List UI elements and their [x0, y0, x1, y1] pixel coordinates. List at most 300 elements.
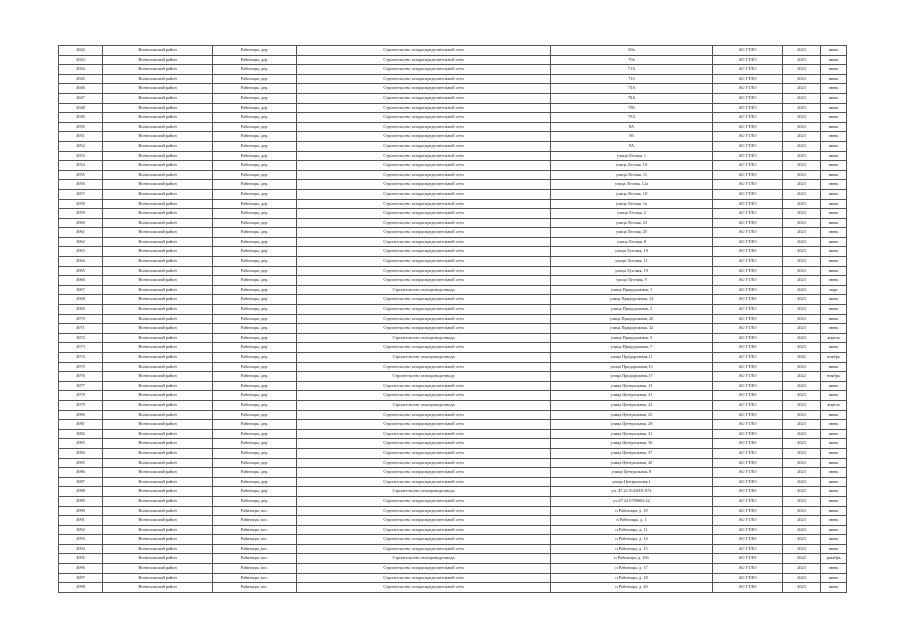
- row-number-cell: 4942: [59, 46, 103, 56]
- organization-cell: АО ГТЛО: [713, 170, 783, 180]
- month-cell: июнь: [821, 525, 847, 535]
- work-type-cell: Строительство газораспределительной сети: [297, 439, 551, 449]
- year-cell: 2023: [783, 170, 821, 180]
- month-cell: апрель: [821, 333, 847, 343]
- month-cell: июнь: [821, 477, 847, 487]
- address-cell: 73А: [551, 84, 713, 94]
- work-type-cell: Строительство газопровода-ввода: [297, 285, 551, 295]
- year-cell: 2023: [783, 141, 821, 151]
- table-row: [59, 285, 847, 295]
- address-cell: п Рабитицы, д. 17: [551, 564, 713, 574]
- district-cell: Всеволожский район: [103, 209, 213, 219]
- organization-cell: АО ГТЛО: [713, 55, 783, 65]
- address-cell: улица Луговая, 10: [551, 247, 713, 257]
- table-row: [59, 141, 847, 151]
- year-cell: 2023: [783, 55, 821, 65]
- month-cell: июнь: [821, 266, 847, 276]
- row-number-cell: 4954: [59, 161, 103, 171]
- address-cell: 78б: [551, 103, 713, 113]
- month-cell: июнь: [821, 65, 847, 75]
- work-type-cell: Строительство газопровода-ввода: [297, 333, 551, 343]
- month-cell: июнь: [821, 295, 847, 305]
- row-number-cell: 4964: [59, 257, 103, 267]
- work-type-cell: Строительство газораспределительной сети: [297, 113, 551, 123]
- table-row: [59, 353, 847, 363]
- district-cell: Всеволожский район: [103, 84, 213, 94]
- month-cell: июнь: [821, 113, 847, 123]
- month-cell: март: [821, 285, 847, 295]
- year-cell: 2023: [783, 151, 821, 161]
- month-cell: июнь: [821, 122, 847, 132]
- row-number-cell: 4959: [59, 209, 103, 219]
- work-type-cell: Строительство газораспределительной сети: [297, 381, 551, 391]
- organization-cell: АО ГТЛО: [713, 458, 783, 468]
- row-number-cell: 4946: [59, 84, 103, 94]
- table-row: [59, 583, 847, 593]
- row-number-cell: 4998: [59, 583, 103, 593]
- month-cell: июнь: [821, 343, 847, 353]
- month-cell: июнь: [821, 199, 847, 209]
- address-cell: улица Луговая, 19: [551, 266, 713, 276]
- district-cell: Всеволожский район: [103, 468, 213, 478]
- district-cell: Всеволожский район: [103, 362, 213, 372]
- work-type-cell: Строительство газопровода-ввода: [297, 372, 551, 382]
- address-cell: п Рабитицы, д. 20: [551, 583, 713, 593]
- month-cell: июнь: [821, 180, 847, 190]
- address-cell: 79/2: [551, 113, 713, 123]
- row-number-cell: 4958: [59, 199, 103, 209]
- organization-cell: АО ГТЛО: [713, 544, 783, 554]
- work-type-cell: Строительство газораспределительной сети: [297, 429, 551, 439]
- district-cell: Всеволожский район: [103, 525, 213, 535]
- table-row: [59, 564, 847, 574]
- address-cell: улица Придорожная, 14: [551, 295, 713, 305]
- year-cell: 2023: [783, 295, 821, 305]
- work-type-cell: Строительство газораспределительной сети: [297, 161, 551, 171]
- organization-cell: АО ГТЛО: [713, 343, 783, 353]
- locality-cell: Рабитицы, дер.: [213, 458, 297, 468]
- month-cell: июнь: [821, 544, 847, 554]
- row-number-cell: 4965: [59, 266, 103, 276]
- address-cell: улица Придорожная, 5: [551, 333, 713, 343]
- district-cell: Всеволожский район: [103, 218, 213, 228]
- district-cell: Всеволожский район: [103, 496, 213, 506]
- locality-cell: Рабитицы, дер.: [213, 468, 297, 478]
- organization-cell: АО ГТЛО: [713, 525, 783, 535]
- address-cell: улица Центральная,1: [551, 477, 713, 487]
- work-type-cell: Строительство газораспределительной сети: [297, 314, 551, 324]
- organization-cell: АО ГТЛО: [713, 161, 783, 171]
- district-cell: Всеволожский район: [103, 113, 213, 123]
- table-row: [59, 381, 847, 391]
- work-type-cell: Строительство газораспределительной сети: [297, 276, 551, 286]
- district-cell: Всеволожский район: [103, 151, 213, 161]
- work-type-cell: Строительство газопровода-ввода: [297, 487, 551, 497]
- address-cell: п Рабитицы, д. 11: [551, 525, 713, 535]
- address-cell: уч. 47.22.0142001:972: [551, 487, 713, 497]
- year-cell: 2023: [783, 46, 821, 56]
- row-number-cell: 4981: [59, 420, 103, 430]
- year-cell: 2023: [783, 199, 821, 209]
- organization-cell: АО ГТЛО: [713, 228, 783, 238]
- organization-cell: АО ГТЛО: [713, 65, 783, 75]
- year-cell: 2023: [783, 228, 821, 238]
- organization-cell: АО ГТЛО: [713, 333, 783, 343]
- locality-cell: Рабитицы, дер.: [213, 429, 297, 439]
- district-cell: Всеволожский район: [103, 65, 213, 75]
- row-number-cell: 4969: [59, 305, 103, 315]
- table-row: [59, 305, 847, 315]
- organization-cell: АО ГТЛО: [713, 276, 783, 286]
- address-cell: улица Лесная, 2: [551, 209, 713, 219]
- table-row: [59, 477, 847, 487]
- table-row: [59, 343, 847, 353]
- address-cell: улица Придорожная,17: [551, 372, 713, 382]
- organization-cell: АО ГТЛО: [713, 151, 783, 161]
- district-cell: Всеволожский район: [103, 391, 213, 401]
- month-cell: июнь: [821, 362, 847, 372]
- work-type-cell: Строительство газораспределительной сети: [297, 93, 551, 103]
- month-cell: июнь: [821, 439, 847, 449]
- table-row: [59, 199, 847, 209]
- month-cell: июнь: [821, 151, 847, 161]
- row-number-cell: 4971: [59, 324, 103, 334]
- district-cell: Всеволожский район: [103, 516, 213, 526]
- district-cell: Всеволожский район: [103, 372, 213, 382]
- locality-cell: Рабитицы, дер.: [213, 46, 297, 56]
- table-row: [59, 487, 847, 497]
- table-row: [59, 573, 847, 583]
- table-row: [59, 400, 847, 410]
- address-cell: улица Центральная, 40: [551, 458, 713, 468]
- row-number-cell: 4945: [59, 74, 103, 84]
- district-cell: Всеволожский район: [103, 247, 213, 257]
- work-type-cell: Строительство газопровода-ввода: [297, 400, 551, 410]
- year-cell: 2023: [783, 266, 821, 276]
- work-type-cell: Строительство газораспределительной сети: [297, 305, 551, 315]
- year-cell: 2023: [783, 84, 821, 94]
- row-number-cell: 4987: [59, 477, 103, 487]
- locality-cell: Рабитицы, дер.: [213, 410, 297, 420]
- organization-cell: АО ГТЛО: [713, 353, 783, 363]
- locality-cell: Рабитицы, дер.: [213, 103, 297, 113]
- locality-cell: Рабитицы, дер.: [213, 218, 297, 228]
- work-type-cell: Строительство газораспределительной сети: [297, 132, 551, 142]
- locality-cell: Рабитицы, дер.: [213, 343, 297, 353]
- district-cell: Всеволожский район: [103, 477, 213, 487]
- address-cell: улица Лесная, 11: [551, 170, 713, 180]
- organization-cell: АО ГТЛО: [713, 477, 783, 487]
- organization-cell: АО ГТЛО: [713, 362, 783, 372]
- locality-cell: Рабитицы, дер.: [213, 84, 297, 94]
- year-cell: 2023: [783, 564, 821, 574]
- work-type-cell: Строительство газораспределительной сети: [297, 141, 551, 151]
- address-cell: уч.47.22.0709002:22: [551, 496, 713, 506]
- row-number-cell: 4979: [59, 400, 103, 410]
- year-cell: 2023: [783, 573, 821, 583]
- work-type-cell: Строительство газораспределительной сети: [297, 74, 551, 84]
- row-number-cell: 4967: [59, 285, 103, 295]
- district-cell: Всеволожский район: [103, 55, 213, 65]
- organization-cell: АО ГТЛО: [713, 468, 783, 478]
- locality-cell: Рабитицы, дер.: [213, 439, 297, 449]
- month-cell: июнь: [821, 564, 847, 574]
- row-number-cell: 4985: [59, 458, 103, 468]
- year-cell: 2023: [783, 93, 821, 103]
- district-cell: Всеволожский район: [103, 295, 213, 305]
- organization-cell: АО ГТЛО: [713, 516, 783, 526]
- locality-cell: Рабитицы, дер.: [213, 55, 297, 65]
- table-row: [59, 151, 847, 161]
- address-cell: п Рабитицы, д. 18: [551, 573, 713, 583]
- work-type-cell: Строительство газораспределительной сети: [297, 506, 551, 516]
- district-cell: Всеволожский район: [103, 343, 213, 353]
- month-cell: июнь: [821, 458, 847, 468]
- row-number-cell: 4943: [59, 55, 103, 65]
- work-type-cell: Строительство газораспределительной сети: [297, 237, 551, 247]
- work-type-cell: Строительство газораспределительной сети: [297, 477, 551, 487]
- district-cell: Всеволожский район: [103, 74, 213, 84]
- work-type-cell: Строительство газопровода-ввода: [297, 554, 551, 564]
- locality-cell: Рабитицы, дер.: [213, 333, 297, 343]
- locality-cell: Рабитицы, дер.: [213, 151, 297, 161]
- row-number-cell: 4957: [59, 189, 103, 199]
- address-cell: 8б: [551, 132, 713, 142]
- address-cell: улица Лесная, 12а: [551, 180, 713, 190]
- work-type-cell: Строительство газораспределительной сети: [297, 103, 551, 113]
- address-cell: улица Центральная, 31: [551, 429, 713, 439]
- address-cell: улица Центральная, 37: [551, 448, 713, 458]
- month-cell: июнь: [821, 324, 847, 334]
- district-cell: Всеволожский район: [103, 276, 213, 286]
- table-row: [59, 189, 847, 199]
- locality-cell: Рабитицы, дер.: [213, 65, 297, 75]
- locality-cell: Рабитицы, дер.: [213, 228, 297, 238]
- row-number-cell: 4984: [59, 448, 103, 458]
- year-cell: 2023: [783, 468, 821, 478]
- address-cell: улица Лесная, 1а: [551, 199, 713, 209]
- table-row: [59, 55, 847, 65]
- table-row: [59, 237, 847, 247]
- address-cell: п Рабитицы, д. 14: [551, 535, 713, 545]
- year-cell: 2023: [783, 583, 821, 593]
- table-row: [59, 247, 847, 257]
- organization-cell: АО ГТЛО: [713, 46, 783, 56]
- table-row: [59, 170, 847, 180]
- address-cell: улица Центральная, 8: [551, 468, 713, 478]
- year-cell: 2023: [783, 420, 821, 430]
- organization-cell: АО ГТЛО: [713, 247, 783, 257]
- table-row: [59, 228, 847, 238]
- month-cell: июнь: [821, 276, 847, 286]
- month-cell: июнь: [821, 410, 847, 420]
- organization-cell: АО ГТЛО: [713, 218, 783, 228]
- table-row: [59, 122, 847, 132]
- row-number-cell: 4966: [59, 276, 103, 286]
- work-type-cell: Строительство газораспределительной сети: [297, 564, 551, 574]
- locality-cell: Рабитицы, дер.: [213, 93, 297, 103]
- month-cell: июнь: [821, 55, 847, 65]
- district-cell: Всеволожский район: [103, 132, 213, 142]
- work-type-cell: Строительство газораспределительной сети: [297, 573, 551, 583]
- work-type-cell: Строительство газораспределительной сети: [297, 496, 551, 506]
- table-row: [59, 93, 847, 103]
- locality-cell: Рабитицы, дер.: [213, 314, 297, 324]
- locality-cell: Рабитицы, дер.: [213, 487, 297, 497]
- work-type-cell: Строительство газораспределительной сети: [297, 295, 551, 305]
- district-cell: Всеволожский район: [103, 93, 213, 103]
- year-cell: 2023: [783, 218, 821, 228]
- row-number-cell: 4956: [59, 180, 103, 190]
- organization-cell: АО ГТЛО: [713, 496, 783, 506]
- month-cell: июнь: [821, 257, 847, 267]
- month-cell: июнь: [821, 237, 847, 247]
- address-cell: 69а: [551, 46, 713, 56]
- table-row: [59, 266, 847, 276]
- table-row: [59, 391, 847, 401]
- district-cell: Всеволожский район: [103, 487, 213, 497]
- table-row: [59, 84, 847, 94]
- district-cell: Всеволожский район: [103, 266, 213, 276]
- row-number-cell: 4976: [59, 372, 103, 382]
- district-cell: Всеволожский район: [103, 420, 213, 430]
- district-cell: Всеволожский район: [103, 161, 213, 171]
- work-type-cell: Строительство газораспределительной сети: [297, 199, 551, 209]
- district-cell: Всеволожский район: [103, 564, 213, 574]
- district-cell: Всеволожский район: [103, 189, 213, 199]
- month-cell: июнь: [821, 314, 847, 324]
- district-cell: Всеволожский район: [103, 199, 213, 209]
- row-number-cell: 4949: [59, 113, 103, 123]
- row-number-cell: 4950: [59, 122, 103, 132]
- locality-cell: Рабитицы, дер.: [213, 237, 297, 247]
- locality-cell: Рабитицы, пос.: [213, 554, 297, 564]
- table-row: [59, 257, 847, 267]
- address-cell: улица Центральная, 36: [551, 439, 713, 449]
- year-cell: 2023: [783, 74, 821, 84]
- year-cell: 2023: [783, 276, 821, 286]
- table-row: [59, 506, 847, 516]
- row-number-cell: 4944: [59, 65, 103, 75]
- table-row: [59, 333, 847, 343]
- table-row: [59, 65, 847, 75]
- district-cell: Всеволожский район: [103, 122, 213, 132]
- work-type-cell: Строительство газораспределительной сети: [297, 46, 551, 56]
- year-cell: 2023: [783, 516, 821, 526]
- year-cell: 2023: [783, 132, 821, 142]
- year-cell: 2022: [783, 372, 821, 382]
- work-type-cell: Строительство газораспределительной сети: [297, 410, 551, 420]
- year-cell: 2023: [783, 496, 821, 506]
- locality-cell: Рабитицы, дер.: [213, 247, 297, 257]
- row-number-cell: 4994: [59, 544, 103, 554]
- district-cell: Всеволожский район: [103, 400, 213, 410]
- table-row: [59, 496, 847, 506]
- locality-cell: Рабитицы, пос.: [213, 583, 297, 593]
- district-cell: Всеволожский район: [103, 353, 213, 363]
- organization-cell: АО ГТЛО: [713, 103, 783, 113]
- work-type-cell: Строительство газораспределительной сети: [297, 228, 551, 238]
- month-cell: июнь: [821, 429, 847, 439]
- row-number-cell: 4963: [59, 247, 103, 257]
- year-cell: 2023: [783, 333, 821, 343]
- month-cell: июнь: [821, 573, 847, 583]
- month-cell: июнь: [821, 218, 847, 228]
- district-cell: Всеволожский район: [103, 305, 213, 315]
- address-cell: улица Центральная, 29: [551, 420, 713, 430]
- year-cell: 2023: [783, 314, 821, 324]
- row-number-cell: 4961: [59, 228, 103, 238]
- address-cell: улица Центральная, 25: [551, 410, 713, 420]
- organization-cell: АО ГТЛО: [713, 295, 783, 305]
- address-cell: улица Центральная, 21: [551, 391, 713, 401]
- address-cell: улица Лесная, 10: [551, 161, 713, 171]
- district-cell: Всеволожский район: [103, 583, 213, 593]
- organization-cell: АО ГТЛО: [713, 93, 783, 103]
- locality-cell: Рабитицы, пос.: [213, 573, 297, 583]
- row-number-cell: 4972: [59, 333, 103, 343]
- locality-cell: Рабитицы, дер.: [213, 496, 297, 506]
- month-cell: июнь: [821, 46, 847, 56]
- district-cell: Всеволожский район: [103, 573, 213, 583]
- address-cell: улица Придорожная, 7: [551, 343, 713, 353]
- table-row: [59, 314, 847, 324]
- row-number-cell: 4977: [59, 381, 103, 391]
- table-row: [59, 113, 847, 123]
- table-row: [59, 362, 847, 372]
- organization-cell: АО ГТЛО: [713, 122, 783, 132]
- month-cell: июнь: [821, 448, 847, 458]
- work-type-cell: Строительство газораспределительной сети: [297, 362, 551, 372]
- month-cell: июнь: [821, 391, 847, 401]
- work-type-cell: Строительство газораспределительной сети: [297, 544, 551, 554]
- month-cell: апрель: [821, 400, 847, 410]
- locality-cell: Рабитицы, дер.: [213, 362, 297, 372]
- year-cell: 2023: [783, 122, 821, 132]
- work-type-cell: Строительство газораспределительной сети: [297, 189, 551, 199]
- organization-cell: АО ГТЛО: [713, 180, 783, 190]
- organization-cell: АО ГТЛО: [713, 381, 783, 391]
- locality-cell: Рабитицы, дер.: [213, 132, 297, 142]
- locality-cell: Рабитицы, дер.: [213, 199, 297, 209]
- address-cell: улица Лесная, 23: [551, 218, 713, 228]
- year-cell: 2023: [783, 458, 821, 468]
- locality-cell: Рабитицы, дер.: [213, 391, 297, 401]
- work-type-cell: Строительство газораспределительной сети: [297, 525, 551, 535]
- organization-cell: АО ГТЛО: [713, 314, 783, 324]
- district-cell: Всеволожский район: [103, 381, 213, 391]
- work-type-cell: Строительство газораспределительной сети: [297, 324, 551, 334]
- row-number-cell: 4948: [59, 103, 103, 113]
- row-number-cell: 4974: [59, 353, 103, 363]
- year-cell: 2023: [783, 180, 821, 190]
- address-cell: п Рабитицы, д. 1: [551, 516, 713, 526]
- work-type-cell: Строительство газораспределительной сети: [297, 257, 551, 267]
- year-cell: 2023: [783, 448, 821, 458]
- organization-cell: АО ГТЛО: [713, 448, 783, 458]
- year-cell: 2023: [783, 429, 821, 439]
- district-cell: Всеволожский район: [103, 141, 213, 151]
- locality-cell: Рабитицы, дер.: [213, 305, 297, 315]
- table-row: [59, 554, 847, 564]
- locality-cell: Рабитицы, дер.: [213, 324, 297, 334]
- row-number-cell: 4982: [59, 429, 103, 439]
- address-cell: п Рабитицы, д. 16б: [551, 554, 713, 564]
- locality-cell: Рабитицы, дер.: [213, 276, 297, 286]
- year-cell: 2023: [783, 400, 821, 410]
- locality-cell: Рабитицы, дер.: [213, 420, 297, 430]
- organization-cell: АО ГТЛО: [713, 113, 783, 123]
